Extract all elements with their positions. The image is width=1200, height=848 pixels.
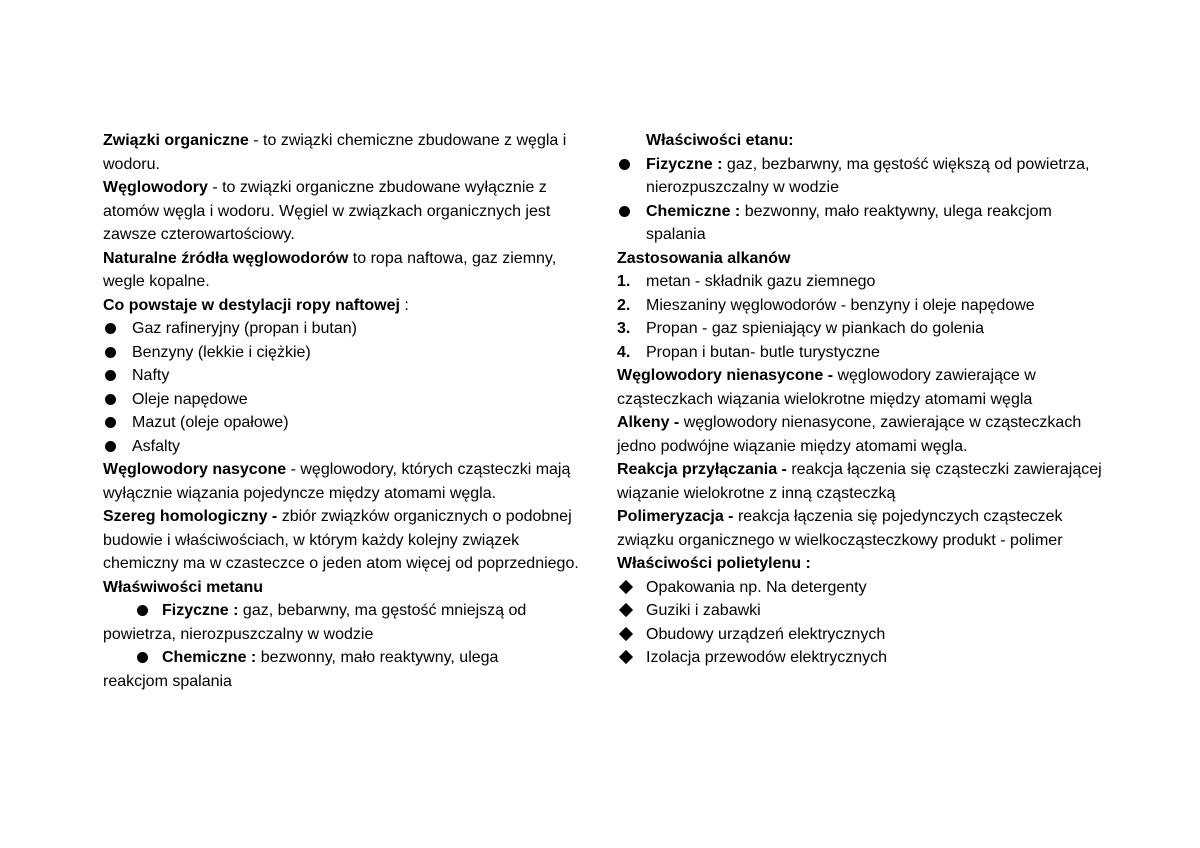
term: Węglowodory	[103, 179, 208, 196]
item-number: 4.	[617, 343, 631, 361]
term: Co powstaje w destylacji ropy naftowej	[103, 296, 400, 314]
definition-homologous-series	[103, 505, 593, 576]
methane-chemical: Chemiczne : bezwonny, mało reaktywny, ulega	[103, 646, 593, 670]
polyethylene-list	[617, 576, 1107, 670]
definition-text: reakcja łączenia się cząsteczki zawierającej wiązanie wielokrotne z inną cząsteczką	[617, 461, 1102, 502]
bullet-icon	[137, 605, 148, 616]
definition-text: reakcja łączenia się pojedynczych cząsteczek związku organicznego w wielkocząsteczkowy produkt - polimer	[617, 508, 1063, 549]
bullet-icon	[137, 652, 148, 663]
term: Węglowodory nasycone	[103, 461, 287, 478]
list-item: 2. Mieszaniny węglowodorów - benzyny i oleje napędowe	[617, 294, 1107, 318]
list-item: 1. metan - składnik gazu ziemnego	[617, 270, 1107, 294]
definition-text: - to związki organiczne zbudowane wyłącznie z atomów węgla i wodoru. Węgiel w związkach organicznych jest zawsze czterowartościowy.	[103, 179, 551, 243]
definition-natural-sources	[103, 247, 593, 294]
list-item: Guziki i zabawki	[646, 602, 761, 619]
term: Reakcja przyłączania -	[617, 461, 787, 478]
ethane-heading: Właściwości etanu:	[646, 132, 794, 149]
ethane-chemical: Chemiczne : bezwonny, mało reaktywny, ulega reakcjom spalania	[617, 200, 1107, 247]
list-item: Nafty	[103, 364, 593, 388]
ethane-properties	[617, 153, 1107, 247]
definition-organic-compounds	[103, 129, 593, 176]
term: Węglowodory nienasycone -	[617, 367, 834, 384]
list-item: Asfalty	[103, 435, 593, 459]
definition-unsaturated-hydrocarbons	[617, 364, 1107, 411]
list-item: Mazut (oleje opałowe)	[103, 411, 593, 435]
definition-text: węglowodory zawierające w cząsteczkach wiązania wielokrotne między atomami węgla	[617, 367, 1036, 408]
list-item: Opakowania np. Na detergenty	[646, 578, 867, 596]
list-item: Benzyny (lekkie i ciężkie)	[103, 341, 593, 365]
bullet-icon	[105, 441, 116, 452]
term: Naturalne źródła węglowodorów	[103, 249, 349, 267]
definition-text: zbiór związków organicznych o podobnej budowie i właściwościach, w którym każdy kolejny związek chemiczny ma w czasteczce o jeden atom więcej od poprzedniego.	[103, 508, 579, 572]
methane-physical-continued: powietrza, nierozpuszczalny w wodzie	[103, 625, 374, 643]
item-number: 2.	[617, 296, 631, 314]
definition-polymerization	[617, 505, 1107, 552]
term: Fizyczne :	[162, 602, 239, 619]
bullet-icon	[619, 159, 630, 170]
list-item: Obudowy urządzeń elektrycznych	[646, 625, 886, 643]
term: Chemiczne :	[646, 202, 741, 220]
term: Chemiczne :	[162, 649, 257, 666]
definition-text: - węglowodory, których cząsteczki mają wyłącznie wiązania pojedyncze między atomami węgla.	[103, 461, 571, 502]
term: Polimeryzacja -	[617, 508, 734, 525]
list-item: 3. Propan - gaz spieniający w piankach do golenia	[617, 317, 1107, 341]
ethane-physical: Fizyczne : gaz, bezbarwny, ma gęstość większą od powietrza, nierozpuszczalny w wodzie	[617, 153, 1107, 200]
definition-text: to ropa naftowa, gaz ziemny, wegle kopalne.	[103, 249, 557, 290]
definition-saturated-hydrocarbons	[103, 458, 593, 505]
term: Alkeny -	[617, 414, 680, 431]
list-item: 4. Propan i butan- butle turystyczne	[617, 341, 1107, 365]
bullet-icon	[105, 370, 116, 381]
definition-alkenes	[617, 411, 1107, 458]
bullet-icon	[105, 394, 116, 405]
item-number: 3.	[617, 320, 631, 337]
list-item: Izolacja przewodów elektrycznych	[646, 649, 887, 666]
definition-text: :	[399, 296, 409, 314]
term: Związki organiczne	[103, 132, 249, 149]
distillation-heading	[103, 294, 593, 318]
term: Fizyczne :	[646, 155, 723, 173]
definition-hydrocarbons	[103, 176, 593, 247]
term: Szereg homologiczny -	[103, 508, 278, 525]
methane-properties	[103, 599, 593, 693]
bullet-icon	[619, 206, 630, 217]
methane-physical: Fizyczne : gaz, bebarwny, ma gęstość mniejszą od	[103, 599, 593, 623]
definition-text: węglowodory nienasycone, zawierające w cząsteczkach jedno podwójne wiązanie między atomami węgla.	[617, 414, 1082, 455]
left-column	[103, 129, 593, 693]
alkanes-list	[617, 270, 1107, 364]
methane-chemical-continued: reakcjom spalania	[103, 672, 232, 690]
item-number: 1.	[617, 273, 631, 290]
polyethylene-heading: Właściwości polietylenu :	[617, 555, 811, 572]
methane-heading: Właświwości metanu	[103, 578, 264, 596]
alkanes-heading: Zastosowania alkanów	[617, 249, 791, 267]
list-item: Oleje napędowe	[103, 388, 593, 412]
bullet-icon	[105, 323, 116, 334]
definition-addition-reaction	[617, 458, 1107, 505]
definition-text: - to związki chemiczne zbudowane z węgla i wodoru.	[103, 132, 567, 173]
bullet-icon	[105, 347, 116, 358]
bullet-icon	[105, 417, 116, 428]
right-column	[617, 129, 1107, 670]
distillation-list	[103, 317, 593, 458]
list-item: Gaz rafineryjny (propan i butan)	[103, 317, 593, 341]
